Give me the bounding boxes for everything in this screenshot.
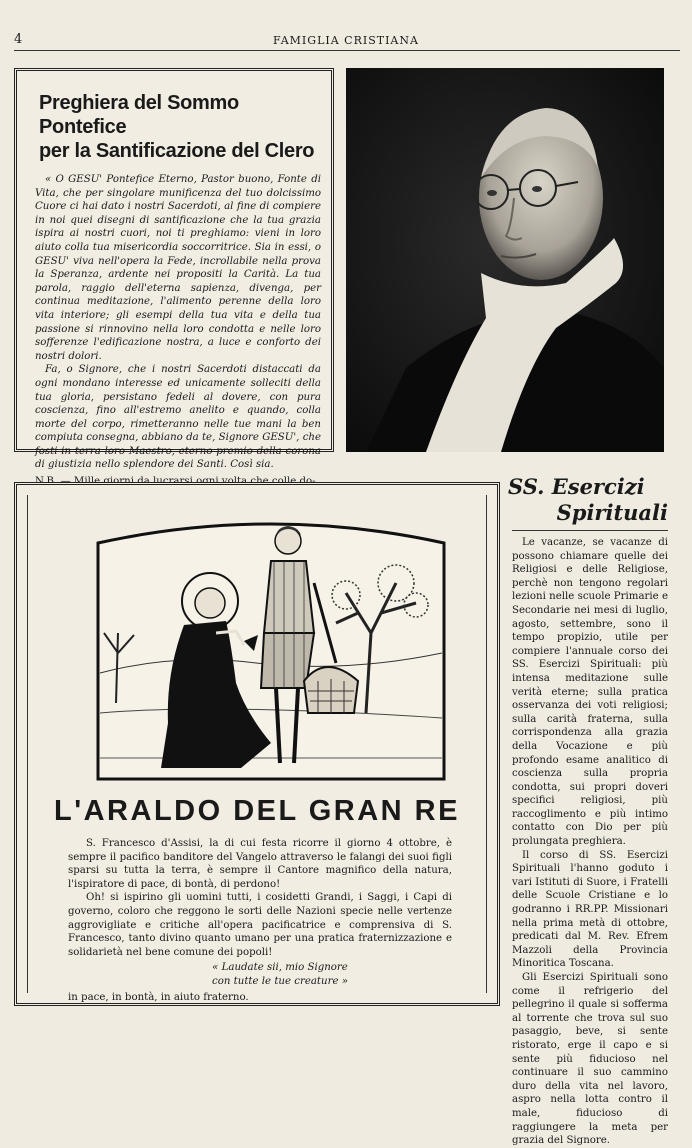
header-rule [14,50,680,51]
sidebar-title [508,474,668,526]
sidebar-paragraph-3: Gli Esercizi Spirituali sono come il refrigerio del pellegrino il quale si sofferma al torrente che trova sul suo pasaggio, beve, si sente ristorato, erge il capo e si sente più fiducioso nel continuare il suo cammino duro della vita nel lavoro, aspro nella lotta contro il male, fiducioso di raggiungere la meta per grazia del Signore. [512,972,668,1147]
araldo-box [14,482,500,1006]
sidebar-title-line1: SS. Esercizi [508,474,645,499]
araldo-inner-frame [27,495,487,1003]
prayer-box [14,68,334,471]
araldo-quote [108,961,452,988]
prayer-paragraph-2: Fa, o Signore, che i nostri Sacerdoti distaccati da ogni mondano interesse ed unicamente solleciti della tua gloria, persistano fedeli al dovere, con pura coscienza, fino all'estremo anelito e quando, colla morte del corpo, rimetteranno nelle tue mani la ben compiuta consegna, abbiano da te, Signore GESU', che fosti in terra loro Maestro, eterno premio della corona di giustizia nello splendore dei Santi. Così sia. [35,364,321,471]
saint-francis-illustration [96,513,446,781]
araldo-quote-line2: con tutte le tue creature » [212,975,348,987]
prayer-title-line2: per la Santificazione del Clero [39,140,315,162]
prayer-title [39,91,321,163]
araldo-paragraph-2: Oh! si ispirino gli uomini tutti, i cosidetti Grandi, i Saggi, i Capi di governo, coloro che reggono le sorti delle Nazioni specie nelle vertenze aggrovigliate e critiche all'opera pacificatrice e comprensiva di S. Francesco, tanto divino quanto umano per una pratica fraternizzazione e solidarietà nel bene comune dei popoli! [68,892,452,958]
sidebar-text [512,536,668,1148]
araldo-text [68,837,452,1004]
sidebar-rule [512,530,668,531]
sidebar-paragraph-1: Le vacanze, se vacanze di possono chiamare quelle dei Religiosi e delle Religiose, perchè non tengono regolari lezioni nelle scuole Primarie e Secondarie nei mesi di luglio, agosto, settembre, sono il tempo propizio, utile per compiere l'annuale corso dei SS. Esercizi Spirituali: più intensa meditazione sulle verità eterne; sulla pratica osservanza dei voti religiosi; sulla carità fraterna, sulla corrispondenza alla grazia della Vocazione e più profondo esame analitico di coscienza sulla propria condotta, sui propri doveri specifici religiosi, più raccoglimento e più intimo contatto con Dio per più prolungata preghiera. [512,537,668,848]
pontiff-portrait-photo [346,68,664,452]
prayer-body [35,173,321,472]
prayer-title-line1: Preghiera del Sommo Pontefice [39,92,239,138]
sidebar-title-line2: Spirituali [556,500,668,525]
araldo-paragraph-1: S. Francesco d'Assisi, la di cui festa ricorre il giorno 4 ottobre, è sempre il pacifico banditore del Vangelo attraverso le falangi dei suoi figli sparsi su tutta la terra, è sempre il Cantore magnifico della natura, l'ispiratore di pace, di bontà, di perdono! [68,838,452,890]
araldo-closing: in pace, in bontà, in aiuto fraterno. [68,991,249,1003]
sidebar-paragraph-2: Il corso di SS. Esercizi Spirituali l'hanno goduto i vari Istituti di Suore, i Fratelli delle Scuole Cristiane e lo godranno i RR.PP. Missionari nella prima metà di ottobre, predicati dal M. Rev. Efrem Mazzoli della Provincia Minoritica Toscana. [512,849,668,970]
page-number: 4 [14,32,23,47]
araldo-title: L'ARALDO DEL GRAN RE [54,795,460,827]
araldo-quote-line1: « Laudate sii, mio Signore [212,962,348,974]
magazine-title: FAMIGLIA CRISTIANA [273,34,419,47]
prayer-paragraph-1: « O GESU' Pontefice Eterno, Pastor buono, Fonte di Vita, che per singolare munificenza del tuo dolcissimo Cuore ci hai dato i nostri Sacerdoti, al fine di compiere in noi quei disegni di santificazione che la tua grazia ispira ai nostri cuori, noi ti preghiamo: vieni in loro aiuto colla tua misericordia soccorritrice. Sia in essi, o GESU' viva nell'opera la Fede, incrollabile nella prova la Speranza, ardente nei propositi la Carità. La tua parola, raggio dell'eterna sapienza, divenga, per continua meditazione, l'alimento perenne della loro vita interiore; gli esempi della tua vita e della tua passione si rinnovino nella loro condotta e nelle loro sofferenze l'edificazione nostra, a luce e conforto dei nostri dolori. [35,174,321,362]
